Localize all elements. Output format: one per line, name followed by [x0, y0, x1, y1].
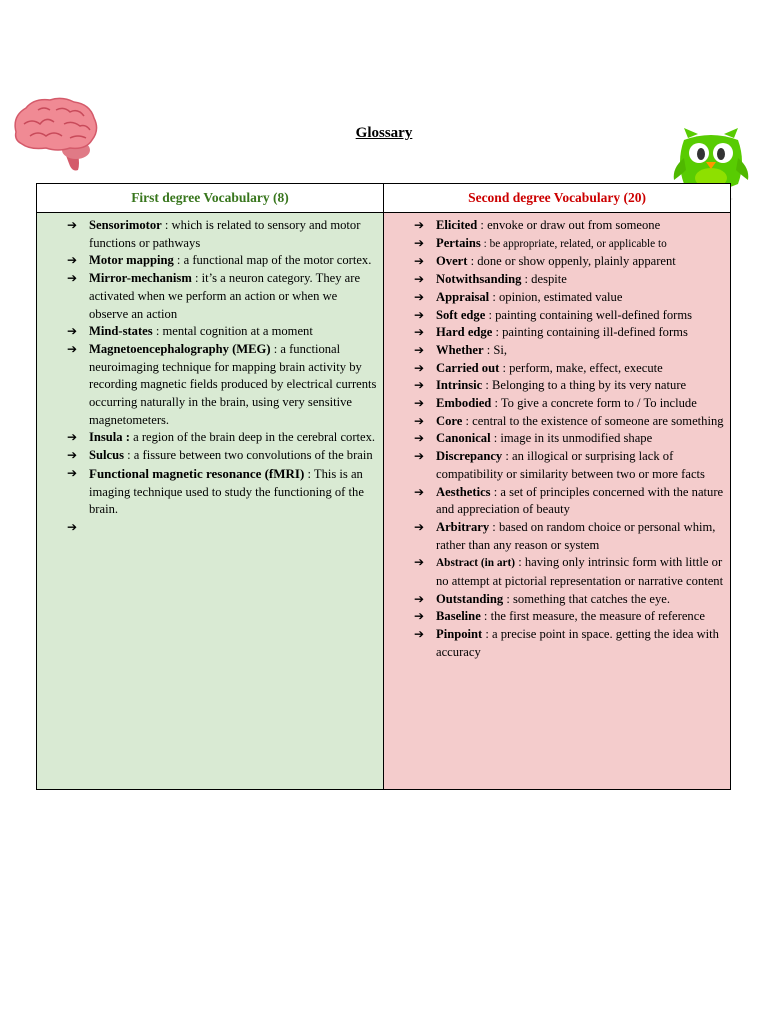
glossary-term: Insula : — [89, 430, 130, 445]
glossary-term: Functional magnetic resonance (fMRI) — [89, 465, 305, 481]
glossary-item — [414, 271, 726, 289]
arrow-bullet-icon: ➔ — [67, 253, 78, 268]
glossary-term: Embodied — [436, 396, 492, 411]
glossary-definition: : a precise point in space. getting the idea with accuracy — [436, 627, 719, 659]
glossary-item — [414, 377, 726, 395]
glossary-definition: : it’s a neuron category. They are activated when we perform an action or when we observe an action — [89, 271, 361, 321]
first-degree-column — [37, 213, 384, 790]
glossary-definition: : perform, make, effect, execute — [499, 360, 663, 375]
glossary-term: Soft edge — [436, 307, 486, 322]
arrow-bullet-icon: ➔ — [414, 591, 425, 606]
glossary-item — [67, 252, 377, 270]
glossary-item — [67, 341, 377, 430]
glossary-definition: : a functional map of the motor cortex. — [173, 253, 372, 268]
glossary-item — [414, 342, 726, 360]
glossary-item — [414, 217, 726, 235]
glossary-definition: : image in its unmodified shape — [490, 431, 653, 446]
first-degree-list — [67, 217, 377, 534]
glossary-item — [414, 430, 726, 448]
glossary-item — [414, 289, 726, 307]
glossary-term: Magnetoencephalography (MEG) — [89, 341, 271, 356]
arrow-bullet-icon: ➔ — [414, 307, 425, 322]
arrow-bullet-icon: ➔ — [414, 609, 425, 624]
glossary-term: Pinpoint — [436, 627, 483, 642]
arrow-bullet-icon: ➔ — [67, 218, 78, 232]
glossary-item — [67, 217, 377, 252]
glossary-definition: : central to the existence of someone are something — [462, 413, 724, 428]
glossary-term: Sensorimotor — [89, 218, 162, 232]
arrow-bullet-icon: ➔ — [414, 378, 425, 393]
glossary-definition: : Belonging to a thing by its very nature — [482, 378, 687, 393]
arrow-bullet-icon: ➔ — [414, 555, 425, 570]
arrow-bullet-icon: ➔ — [67, 341, 78, 356]
glossary-term: Motor mapping — [89, 253, 174, 268]
glossary-item — [414, 360, 726, 378]
glossary-definition: : be appropriate, related, or applicable to — [480, 237, 667, 250]
first-degree-header: First degree Vocabulary (8) — [37, 184, 384, 213]
arrow-bullet-icon: ➔ — [67, 271, 78, 286]
glossary-definition: : an illogical or surprising lack of compatibility or similarity between two or more facts — [436, 449, 705, 481]
second-degree-list — [414, 217, 726, 662]
glossary-item — [414, 554, 726, 590]
glossary-definition: : based on random choice or personal whim, rather than any reason or system — [436, 519, 716, 552]
arrow-bullet-icon: ➔ — [414, 449, 425, 464]
glossary-item — [414, 395, 726, 413]
arrow-bullet-icon: ➔ — [414, 519, 425, 534]
glossary-item — [414, 608, 726, 626]
glossary-definition: : which is related to sensory and motor functions or pathways — [89, 218, 361, 250]
second-degree-header: Second degree Vocabulary (20) — [384, 184, 731, 213]
glossary-term: Mirror-mechanism — [89, 271, 192, 286]
glossary-term: Hard edge — [436, 325, 493, 340]
glossary-term: Elicited — [436, 218, 478, 232]
glossary-term: Carried out — [436, 360, 500, 375]
arrow-bullet-icon: ➔ — [414, 484, 425, 499]
glossary-term: Canonical — [436, 431, 491, 446]
arrow-bullet-icon: ➔ — [414, 254, 425, 269]
arrow-bullet-icon: ➔ — [414, 413, 425, 428]
arrow-bullet-icon: ➔ — [414, 218, 425, 232]
glossary-item — [414, 519, 726, 554]
arrow-bullet-icon: ➔ — [414, 289, 425, 304]
glossary-definition: : the first measure, the measure of reference — [480, 609, 705, 624]
glossary-item — [414, 591, 726, 609]
glossary-item — [414, 448, 726, 483]
glossary-item — [67, 447, 377, 465]
glossary-item — [414, 626, 726, 661]
arrow-bullet-icon: ➔ — [67, 324, 78, 339]
arrow-bullet-icon: ➔ — [414, 342, 425, 357]
glossary-item — [414, 253, 726, 271]
arrow-bullet-icon: ➔ — [414, 272, 425, 287]
glossary-item — [414, 413, 726, 431]
glossary-item — [414, 324, 726, 342]
glossary-term: Aesthetics — [436, 484, 491, 499]
glossary-definition: : Si, — [483, 342, 508, 357]
glossary-term: Sulcus — [89, 448, 125, 463]
glossary-table — [36, 183, 731, 790]
glossary-term: Notwithsanding — [436, 272, 522, 287]
glossary-definition: : something that catches the eye. — [503, 591, 671, 606]
page-title: Glossary — [355, 125, 413, 141]
glossary-term: Overt — [436, 254, 468, 269]
glossary-item — [67, 270, 377, 323]
glossary-definition: a region of the brain deep in the cerebral cortex. — [129, 430, 376, 445]
glossary-definition: : having only intrinsic form with little or no attempt at pictorial representation or narrative content — [436, 555, 724, 589]
arrow-bullet-icon: ➔ — [67, 448, 78, 463]
arrow-bullet-icon: ➔ — [67, 465, 78, 480]
arrow-bullet-icon: ➔ — [414, 360, 425, 375]
arrow-bullet-icon: ➔ — [414, 235, 425, 250]
glossary-term: Pertains — [436, 235, 481, 250]
arrow-bullet-icon: ➔ — [67, 519, 78, 534]
glossary-definition: : This is an imaging technique used to study the functioning of the brain. — [89, 466, 364, 517]
glossary-definition: : painting containing well-defined forms — [485, 307, 693, 322]
glossary-definition: : done or show oppenly, plainly apparent — [467, 254, 676, 269]
glossary-definition: : mental cognition at a moment — [152, 324, 313, 339]
glossary-definition: : a fissure between two convolutions of the brain — [124, 448, 373, 463]
glossary-item — [67, 465, 377, 519]
glossary-term: Discrepancy — [436, 449, 503, 464]
glossary-item — [414, 235, 726, 254]
glossary-definition: : a functional neuroimaging technique for mapping brain activity by recording magnetic fields produced by electrical currents occurring naturally in the brain, using very sensitive magnetometers. — [89, 341, 377, 427]
glossary-item — [414, 484, 726, 519]
glossary-definition: : To give a concrete form to / To include — [491, 396, 697, 411]
arrow-bullet-icon: ➔ — [67, 430, 78, 445]
glossary-definition: : painting containing ill-defined forms — [492, 325, 688, 340]
arrow-bullet-icon: ➔ — [414, 396, 425, 411]
second-degree-column — [384, 213, 731, 790]
arrow-bullet-icon: ➔ — [414, 325, 425, 340]
arrow-bullet-icon: ➔ — [414, 431, 425, 446]
glossary-definition: : a set of principles concerned with the nature and appreciation of beauty — [436, 484, 724, 517]
arrow-bullet-icon: ➔ — [414, 627, 425, 642]
glossary-item — [67, 429, 377, 447]
glossary-term: Abstract (in art) — [436, 557, 516, 570]
glossary-term: Outstanding — [436, 591, 504, 606]
glossary-term: Core — [436, 413, 463, 428]
glossary-definition: : envoke or draw out from someone — [477, 218, 661, 232]
glossary-term: Baseline — [436, 609, 481, 624]
glossary-definition: : opinion, estimated value — [489, 289, 623, 304]
glossary-term: Arbitrary — [436, 519, 490, 534]
glossary-item — [67, 323, 377, 341]
glossary-item — [414, 307, 726, 325]
glossary-term: Intrinsic — [436, 378, 483, 393]
glossary-term: Appraisal — [436, 289, 490, 304]
glossary-definition: : despite — [521, 272, 567, 287]
glossary-term: Whether — [436, 342, 484, 357]
glossary-term: Mind-states — [89, 324, 153, 339]
